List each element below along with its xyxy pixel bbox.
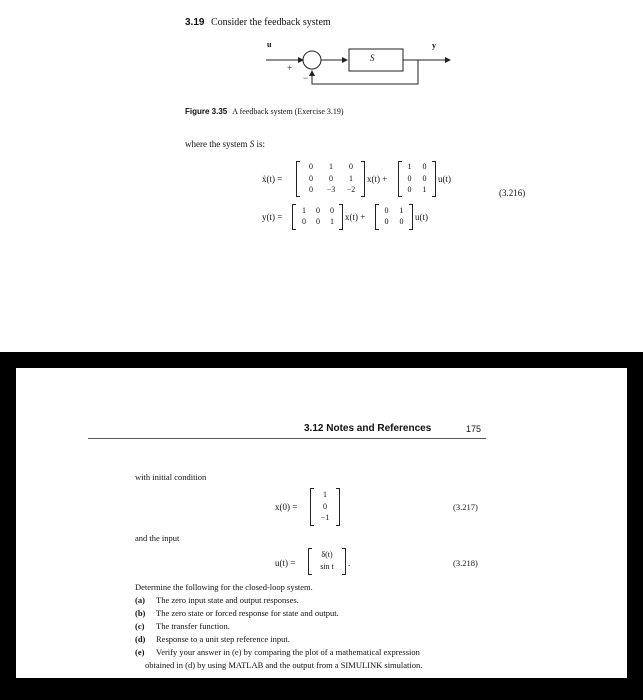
output-eq-u-term: u(t)	[415, 212, 428, 222]
state-eq-u-term: u(t)	[438, 174, 451, 184]
where-symbol: S	[249, 139, 255, 149]
matrix-entry: δ(t)	[321, 550, 333, 559]
matrix-entry: 0	[302, 217, 306, 226]
matrix-entry: 0	[384, 217, 389, 226]
matrix-entry: 1	[422, 185, 427, 194]
matrix-c	[297, 205, 339, 227]
where-sentence	[185, 139, 265, 149]
matrix-entry: −3	[326, 185, 336, 194]
matrix-entry: 0	[316, 206, 320, 215]
input-label: u	[267, 40, 272, 49]
exercise-heading	[185, 17, 331, 28]
determine-text: Determine the following for the closed-loop system.	[135, 582, 313, 592]
output-eq-x-term: x(t) +	[345, 212, 366, 222]
u-lhs: u(t) =	[275, 558, 296, 568]
matrix-b-right-bracket	[432, 161, 436, 197]
matrix-entry: 0	[384, 206, 389, 215]
matrix-d-right-bracket	[409, 204, 413, 230]
matrix-a	[301, 161, 361, 196]
matrix-entry: 1	[302, 206, 306, 215]
output-eq-lhs: y(t) =	[262, 212, 283, 222]
item-text: The transfer function.	[156, 621, 230, 631]
page-number: 175	[466, 424, 482, 434]
item-text: The zero state or forced response for state and output.	[156, 608, 339, 618]
list-item-c	[135, 621, 230, 631]
list-item-a	[135, 595, 299, 605]
u-vector	[312, 549, 342, 572]
item-label: (a)	[135, 595, 145, 605]
item-text: Response to a unit step reference input.	[156, 634, 290, 644]
list-item-b	[135, 608, 339, 618]
list-item-d	[135, 634, 290, 644]
matrix-entry: 1	[399, 206, 404, 215]
matrix-c-right-bracket	[339, 204, 343, 230]
matrix-a-left-bracket	[296, 161, 300, 197]
plus-sign: +	[287, 63, 293, 73]
exercise-number: 3.19	[185, 17, 205, 28]
exercise-text: Consider the feedback system	[210, 17, 331, 28]
where-suffix: is:	[256, 139, 265, 149]
u-right-bracket	[342, 548, 346, 575]
matrix-a-right-bracket	[361, 161, 365, 197]
matrix-entry: sin t	[320, 561, 334, 571]
state-eq-lhs: ẋ(t) =	[262, 174, 283, 184]
eq-number-3-218: (3.218)	[453, 558, 478, 568]
header-rule	[88, 438, 486, 439]
output-label: y	[432, 41, 436, 50]
matrix-entry: −1	[320, 513, 330, 522]
matrix-entry: 0	[407, 185, 412, 194]
summing-junction	[303, 51, 321, 69]
matrix-entry: 1	[407, 162, 412, 171]
matrix-entry: 0	[309, 173, 313, 183]
initial-condition-text: with initial condition	[135, 472, 207, 482]
matrix-entry: 0	[316, 217, 320, 226]
eq-number-3-217: (3.217)	[453, 502, 478, 512]
matrix-c-left-bracket	[292, 204, 296, 230]
matrix-d	[379, 205, 409, 227]
matrix-entry: −2	[346, 185, 356, 194]
list-item-e	[135, 647, 420, 657]
u-period: .	[348, 558, 351, 568]
matrix-entry: 0	[309, 162, 313, 171]
matrix-b	[402, 161, 432, 196]
matrix-entry: 0	[422, 173, 427, 183]
where-text: where the system	[185, 139, 248, 149]
matrix-entry: 0	[399, 217, 404, 226]
matrix-entry: 0	[422, 162, 427, 171]
matrix-entry: 1	[329, 162, 333, 171]
item-text: The zero input state and output responses.	[156, 595, 299, 605]
figure-caption-label: Figure 3.35	[185, 107, 228, 116]
item-label: (b)	[135, 608, 146, 618]
matrix-entry: 1	[323, 490, 327, 499]
item-text: Verify your answer in (e) by comparing the plot of a mathematical expression	[156, 647, 420, 657]
figure-caption-text: A feedback system (Exercise 3.19)	[232, 107, 344, 116]
system-block	[349, 49, 403, 71]
matrix-entry: 0	[329, 173, 333, 183]
input-text: and the input	[135, 533, 180, 543]
x0-vector	[314, 489, 336, 524]
item-label: (d)	[135, 634, 146, 644]
figure-caption	[185, 107, 344, 116]
matrix-entry: 0	[349, 162, 353, 171]
list-item-e-continuation: obtained in (d) by using MATLAB and the output from a SIMULINK simulation.	[145, 660, 423, 670]
state-eq-x-term: x(t) +	[367, 174, 388, 184]
eq-number-3-216: (3.216)	[499, 188, 526, 198]
bottom-page	[16, 368, 627, 678]
x0-lhs: x(0) =	[275, 502, 298, 512]
section-title: 3.12 Notes and References	[304, 423, 432, 434]
matrix-entry: 0	[309, 185, 313, 194]
matrix-entry: 0	[407, 173, 412, 183]
matrix-entry: 0	[323, 501, 327, 511]
matrix-entry: 1	[330, 217, 334, 226]
item-label: (c)	[135, 621, 145, 631]
matrix-entry: 0	[330, 206, 334, 215]
x0-right-bracket	[336, 488, 340, 526]
minus-sign: −	[303, 73, 309, 83]
block-label: S	[370, 53, 375, 63]
matrix-entry: 1	[349, 173, 353, 183]
item-label: (e)	[135, 647, 145, 657]
